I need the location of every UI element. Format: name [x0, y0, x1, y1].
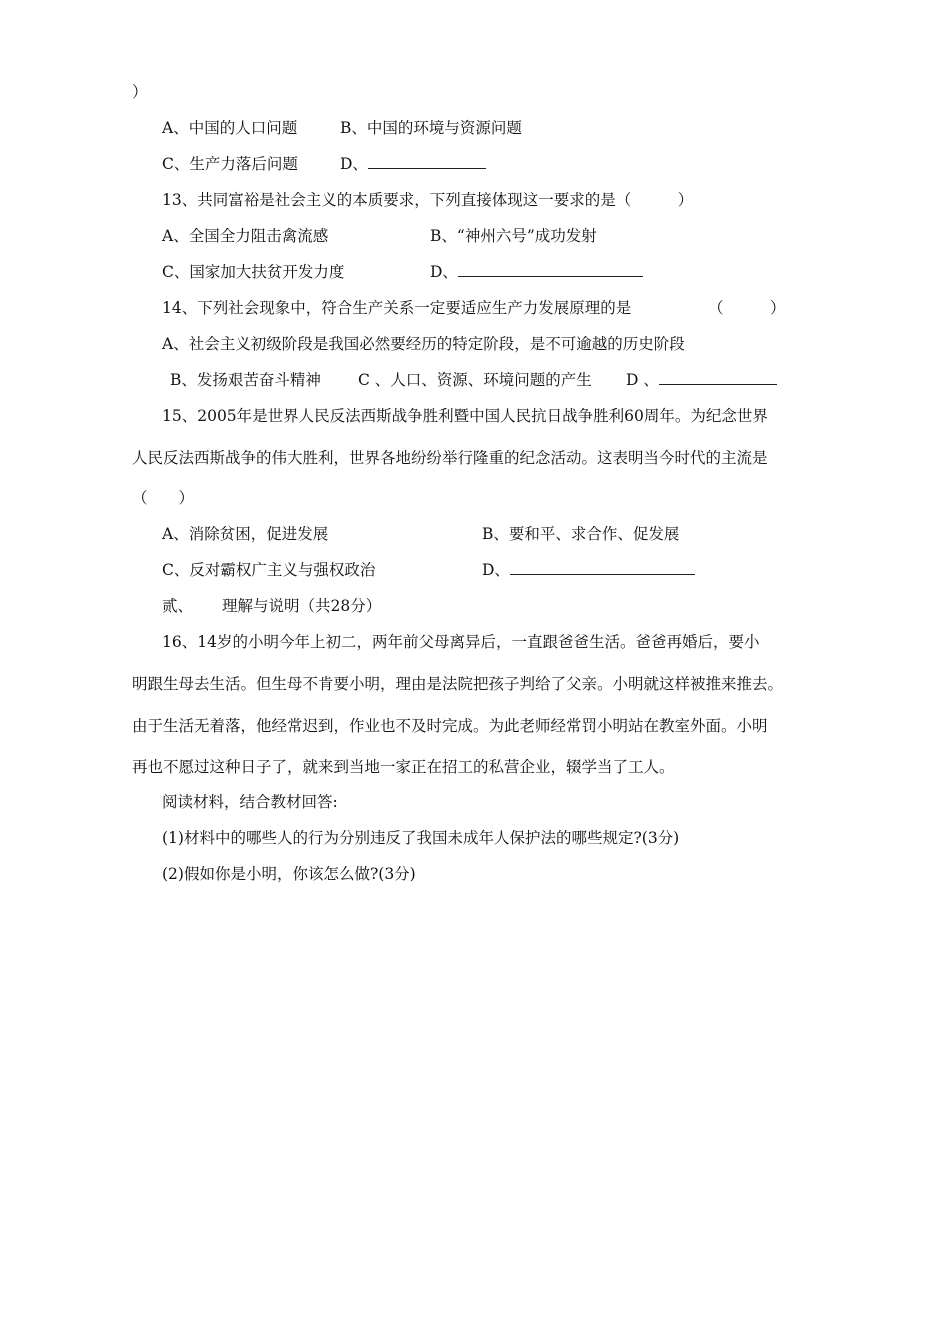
q14-stem: 14、下列社会现象中，符合生产关系一定要适应生产力发展原理的是 [162, 299, 632, 317]
q12-answer-blank [368, 154, 486, 169]
q14-option-d [626, 370, 777, 390]
q14-answer-blank [659, 370, 777, 385]
q12-option-b: B、中国的环境与资源问题 [340, 119, 522, 137]
q16-paragraph-line-4: 再也不愿过这种日子了，就来到当地一家正在招工的私营企业，辍学当了工人。 [132, 758, 675, 776]
q12-option-c: C、生产力落后问题 [162, 155, 298, 173]
q12-option-d-label: D、 [340, 155, 368, 173]
q16-instruction: 阅读材料，结合教材回答: [162, 793, 338, 811]
q15-answer-paren: （ ） [132, 489, 195, 507]
q14-answer-paren: （ ） [708, 299, 786, 317]
q12-option-d [340, 154, 486, 174]
q16-subquestion-2: (2)假如你是小明，你该怎么做?(3分) [162, 865, 416, 883]
q14-option-b: B、发扬艰苦奋斗精神 [170, 371, 321, 389]
section-2-title: 理解与说明（共28分） [222, 597, 382, 615]
q15-option-a: A、消除贫困，促进发展 [162, 525, 329, 543]
q14-option-c: C 、人口、资源、环境问题的产生 [358, 371, 592, 389]
q13-option-d [430, 262, 643, 282]
q12-paren-close: ） [132, 83, 148, 101]
q13-option-d-label: D、 [430, 263, 458, 281]
q13-stem: 13、共同富裕是社会主义的本质要求，下列直接体现这一要求的是（ ） [162, 191, 694, 209]
q16-paragraph-line-2: 明跟生母去生活。但生母不肯要小明，理由是法院把孩子判给了父亲。小明就这样被推来推去。 [132, 675, 784, 693]
q16-subquestion-1: (1)材料中的哪些人的行为分别违反了我国未成年人保护法的哪些规定?(3分) [162, 829, 680, 847]
q13-option-a: A、全国全力阻击禽流感 [162, 227, 329, 245]
q15-option-d-label: D、 [482, 561, 510, 579]
q14-option-d-label: D 、 [626, 371, 659, 389]
q13-answer-blank [458, 262, 643, 277]
q13-option-b: B、“神州六号”成功发射 [430, 227, 597, 245]
q13-option-c: C、国家加大扶贫开发力度 [162, 263, 345, 281]
q15-option-d [482, 560, 695, 580]
q15-stem-line-1: 15、2005年是世界人民反法西斯战争胜利暨中国人民抗日战争胜利60周年。为纪念世界 [162, 407, 768, 425]
q15-answer-blank [510, 560, 695, 575]
q15-option-b: B、要和平、求合作、促发展 [482, 525, 680, 543]
q15-option-c: C、反对霸权广主义与强权政治 [162, 561, 376, 579]
q14-option-a: A、社会主义初级阶段是我国必然要经历的特定阶段，是不可逾越的历史阶段 [162, 335, 685, 353]
q12-option-a: A、中国的人口问题 [162, 119, 298, 137]
q16-paragraph-line-1: 16、14岁的小明今年上初二，两年前父母离异后，一直跟爸爸生活。爸爸再婚后，要小 [162, 633, 760, 651]
q15-stem-line-2: 人民反法西斯战争的伟大胜利，世界各地纷纷举行隆重的纪念活动。这表明当今时代的主流是 [132, 449, 768, 467]
section-2-number: 贰、 [162, 597, 194, 615]
q16-paragraph-line-3: 由于生活无着落，他经常迟到，作业也不及时完成。为此老师经常罚小明站在教室外面。小明 [132, 717, 768, 735]
